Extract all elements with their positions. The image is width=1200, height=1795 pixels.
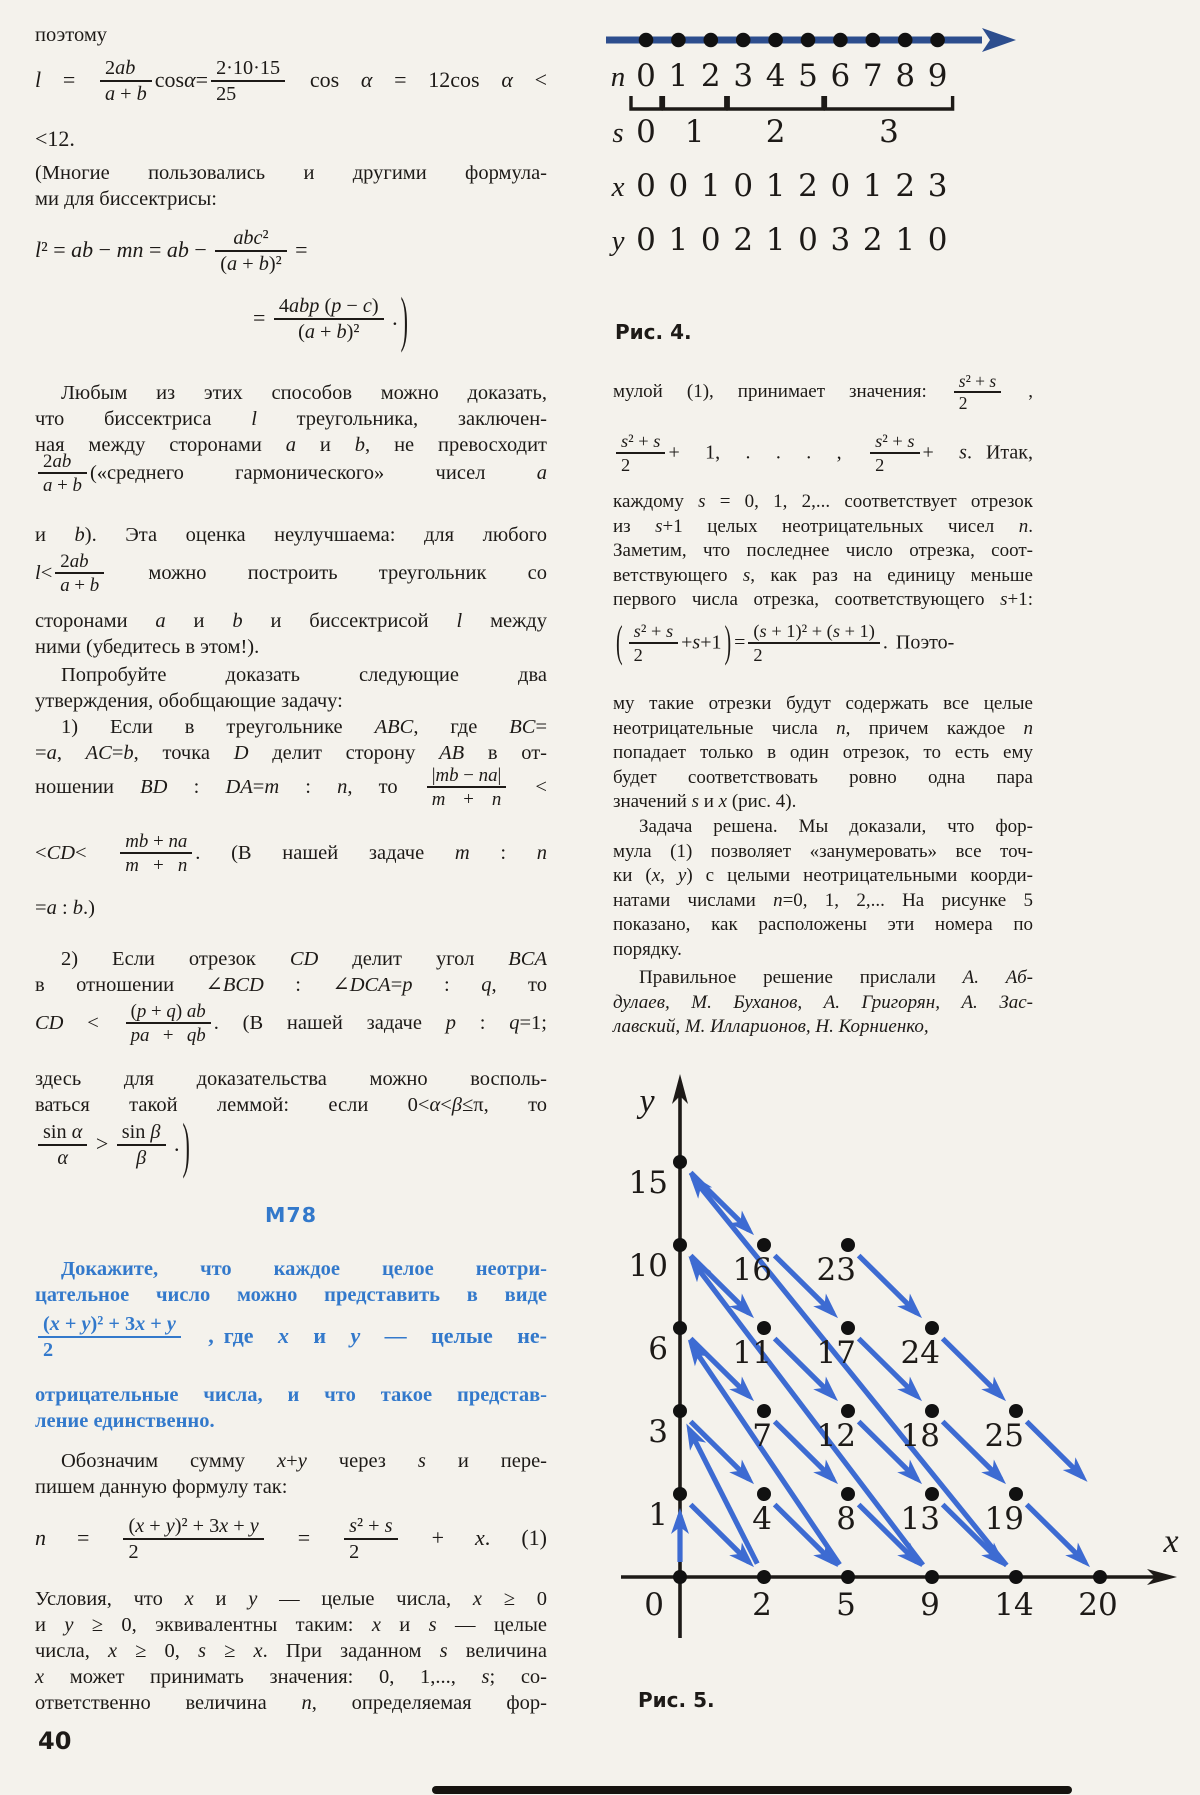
lattice-dot	[925, 1404, 939, 1418]
table-value: 2	[895, 168, 916, 204]
formula-line: l = $\frac{2ab}{a + b}$ cosα= $\frac{2\cdot 10\cdot 15}{25}$ cos α = 12cos α <	[35, 57, 547, 105]
text-line: l< $\frac{2ab}{a + b}$ можно построить треугольник со	[35, 551, 547, 597]
text-line: ними (убедитесь в этом!).	[35, 636, 260, 658]
numberline-dot	[930, 33, 945, 48]
lattice-dot	[673, 1238, 687, 1252]
point-number-label: 10	[628, 1248, 668, 1284]
row-label-s: s	[612, 117, 624, 149]
text-line: порядку.	[613, 938, 682, 960]
solvers-credit-paragraph	[613, 966, 1033, 1040]
point-number-label: 11	[732, 1335, 772, 1371]
table-value: 3	[927, 168, 948, 204]
table-value: 2	[765, 114, 786, 150]
lattice-dot	[1093, 1570, 1107, 1584]
table-value: 0	[927, 222, 948, 258]
problem-statement-formula	[35, 1314, 547, 1362]
table-value: 0	[668, 168, 689, 204]
lattice-dot	[673, 1487, 687, 1501]
lattice-points	[629, 1155, 1118, 1623]
text-line: и y ≥ 0, эквивалентны таким: x и s — целые	[35, 1614, 547, 1636]
lattice-dot	[757, 1487, 771, 1501]
formula-line: l² = ab − mn = ab − abc² (a + b)² =	[35, 227, 308, 275]
point-number-label: 20	[1078, 1587, 1118, 1623]
text-line: сторонами a и b и биссектрисой l между	[35, 610, 547, 632]
problem-number-heading	[35, 1202, 547, 1228]
text-line: Задача решена. Мы доказали, что фор-	[639, 815, 1033, 837]
formula-line: $\frac{\text{sin α}}{\alpha}$ > $\frac{\text{sin β}}{\beta}$ . )	[35, 1122, 547, 1170]
lattice-dot	[841, 1487, 855, 1501]
text-line: отрицательные числа, и что такое представ-	[35, 1384, 547, 1406]
numberline-dot	[801, 33, 816, 48]
text-line: ответственно величина n, определяемая фор-	[35, 1692, 547, 1714]
numberline-dot	[639, 33, 654, 48]
lattice-dot	[925, 1321, 939, 1335]
group-bracket	[631, 96, 661, 109]
lattice-dot	[841, 1404, 855, 1418]
paragraph	[35, 714, 547, 766]
text-line: Заметим, что последнее число отрезка, соот-	[613, 540, 1033, 562]
point-number-label: 3	[648, 1414, 668, 1450]
figure5-caption: Рис. 5.	[638, 1688, 715, 1712]
group-bracket	[825, 96, 952, 109]
paragraph	[35, 1448, 547, 1500]
text-line: ки (x, y) с целыми неотрицательными коорди-	[613, 865, 1033, 887]
text-line: мула (1) позволяет «занумеровать» все точ-	[613, 840, 1033, 862]
table-value: 1	[895, 222, 916, 258]
text-line: натами числами n=0, 1, 2,... На рисунке 5	[613, 889, 1033, 911]
table-value: 0	[733, 168, 754, 204]
text-line: утверждения, обобщающие задачу:	[35, 690, 343, 712]
lattice-dot	[1009, 1404, 1023, 1418]
text-line: 1) Если в треугольнике ABC, где BC=	[61, 716, 547, 738]
table-value: 7	[862, 58, 883, 94]
paragraph	[613, 692, 1033, 963]
lattice-dot	[1009, 1570, 1023, 1584]
point-number-label: 16	[732, 1252, 772, 1288]
table-value: 3	[830, 222, 851, 258]
text-with-fraction	[613, 372, 1033, 413]
table-value: 6	[830, 58, 851, 94]
text-line: что биссектриса l треугольника, заключен-	[35, 408, 548, 430]
text-line: значений s и x (рис. 4).	[613, 791, 797, 813]
table-value: 4	[765, 58, 786, 94]
table-value: 1	[684, 114, 705, 150]
text-line: показано, как расположены эти номера по	[613, 914, 1033, 936]
point-number-label: 7	[752, 1418, 772, 1454]
table-value: 8	[895, 58, 916, 94]
text-with-fraction	[35, 452, 547, 496]
figure-4-number-line	[598, 12, 1158, 287]
row-label-y: y	[611, 225, 625, 257]
text-line: в отношении ∠BCD : ∠DCA=p : q, то	[35, 974, 547, 996]
formula-line: ( $\frac{\text{s² + s}}{2}$ +s+1 ) = $\frac{\text{(s + 1)² + (s + 1)}}{2}$ . Поэто-	[616, 618, 955, 668]
formula-line: $\frac{\text{(x + y)² + 3x + y}}{2}$ , где x и y — целые не-	[35, 1314, 547, 1362]
lattice-dot	[841, 1570, 855, 1584]
table-value: 0	[636, 114, 656, 150]
point-number-label: 14	[994, 1587, 1034, 1623]
group-bracket	[728, 96, 823, 109]
figure-5-lattice-plot	[595, 1050, 1195, 1680]
text-line: ношении BD : DA=m : n, то $\frac{|mb - na|}{m + n}$ <	[35, 765, 547, 811]
lattice-dot	[757, 1321, 771, 1335]
problem-statement	[35, 1382, 547, 1434]
point-number-label: 24	[900, 1335, 940, 1371]
point-number-label: 17	[816, 1335, 856, 1371]
paragraph	[35, 380, 547, 458]
lattice-dot	[1009, 1487, 1023, 1501]
table-value: 0	[636, 222, 656, 258]
paragraph	[35, 160, 547, 212]
numberline-group	[606, 28, 1016, 52]
text-with-fraction	[35, 552, 547, 596]
numberline-dot	[704, 33, 719, 48]
point-number-label: 2	[752, 1587, 772, 1623]
text-line: ление единственно.	[35, 1410, 215, 1432]
text-line: первого числа отрезка, соответствующего s+1:	[613, 589, 1033, 611]
numberline-dot	[833, 33, 848, 48]
heading-text: М78	[265, 1203, 317, 1227]
figure-4-svg	[598, 12, 1158, 282]
arrow	[689, 1430, 757, 1564]
text-line: <CD< $\frac{mb + na}{m + n}$ . (В нашей задаче m : n	[35, 831, 547, 877]
point-number-label: 19	[984, 1501, 1024, 1537]
display-formula	[613, 432, 1033, 475]
table-value: 0	[636, 168, 656, 204]
paragraph	[35, 608, 547, 660]
lattice-dot	[757, 1570, 771, 1584]
text-line: лавский, М. Илларионов, Н. Корниенко,	[613, 1016, 929, 1038]
arrow	[691, 1173, 749, 1231]
point-number-label: 18	[900, 1418, 940, 1454]
formula-line: n = $\frac{\text{(x + y)² + 3x + y}}{2}$ = $\frac{\text{s² + s}}{2}$ + x. (1)	[35, 1515, 547, 1563]
table-value: 3	[879, 114, 899, 150]
text-line: Докажите, что каждое целое неотри-	[61, 1258, 547, 1280]
text-line: =a, AC=b, точка D делит сторону AB в от-	[35, 742, 548, 764]
text-line: =a : b.)	[35, 897, 95, 919]
table-value: 1	[668, 222, 689, 258]
scan-edge-artifact	[432, 1786, 1072, 1794]
numberline-dot	[736, 33, 751, 48]
numberline-dot	[671, 33, 686, 48]
text-line: и b). Эта оценка неулучшаема: для любого	[35, 524, 547, 546]
table-value: 3	[733, 58, 754, 94]
table-value: 0	[700, 222, 721, 258]
lattice-dot	[673, 1155, 687, 1169]
text-line: мулой (1), принимает значения: $\frac{\text{s² + s}}{2}$ ,	[613, 371, 1033, 413]
problem-statement	[35, 1256, 547, 1308]
table-value: 9	[927, 58, 948, 94]
point-number-label: 1	[648, 1497, 668, 1533]
text-line: из s+1 целых неотрицательных чисел n.	[613, 515, 1033, 537]
text-line: цательное число можно представить в виде	[35, 1284, 547, 1306]
display-formula	[35, 58, 547, 106]
point-number-label: 9	[920, 1587, 940, 1623]
point-number-label: 0	[644, 1587, 664, 1623]
point-number-label: 15	[628, 1165, 668, 1201]
lattice-dot	[841, 1238, 855, 1252]
text-line: 2) Если отрезок CD делит угол BCA	[61, 948, 547, 970]
lattice-dot	[673, 1321, 687, 1335]
display-formula	[35, 1109, 547, 1180]
figure4-caption: Рис. 4.	[615, 320, 692, 344]
text-line: пишем данную формулу так:	[35, 1476, 288, 1498]
paragraph	[35, 895, 547, 921]
lattice-dot	[673, 1404, 687, 1418]
lattice-dot	[925, 1570, 939, 1584]
numberline-dot	[866, 33, 881, 48]
lattice-dot	[673, 1570, 687, 1584]
text-line: попадает только в один отрезок, то есть ему	[613, 742, 1033, 764]
x-axis-label: x	[1163, 1523, 1179, 1560]
row-label-n: n	[610, 61, 626, 93]
text-line: Попробуйте доказать следующие два	[61, 664, 547, 686]
numberline-dot	[898, 33, 913, 48]
display-formula	[613, 618, 1033, 668]
paragraph	[35, 662, 547, 714]
point-number-label: 23	[816, 1252, 856, 1288]
arrow	[1027, 1505, 1085, 1563]
lattice-dot	[841, 1321, 855, 1335]
text-line: Условия, что x и y — целые числа, x ≥ 0	[35, 1588, 547, 1610]
text-line: (Многие пользовались и другими формула-	[35, 162, 547, 184]
table-value: 1	[765, 168, 786, 204]
text-line: здесь для доказательства можно восполь-	[35, 1068, 547, 1090]
paragraph	[35, 1586, 547, 1716]
point-number-label: 4	[752, 1501, 772, 1537]
text-line: Обозначим сумму x+y через s и пере-	[61, 1450, 547, 1472]
formula-line: $\frac{\text{s² + s}}{2}$ + 1, . . . , $\frac{\text{s² + s}}{2}$ + s. Итак,	[613, 432, 1033, 475]
lattice-dot	[757, 1238, 771, 1252]
table-value: 5	[798, 58, 818, 94]
text-line: ми для биссектрисы:	[35, 188, 217, 210]
lattice-dot	[925, 1487, 939, 1501]
text-with-fraction	[35, 832, 547, 876]
point-number-label: 25	[984, 1418, 1024, 1454]
formula-line: <12.	[35, 126, 75, 151]
table-value: 1	[765, 222, 786, 258]
text-line: ная между сторонами a и b, не превосходит	[35, 434, 547, 456]
y-axis-label: y	[639, 1083, 655, 1120]
row-label-x: x	[611, 171, 625, 203]
formula-continuation	[35, 124, 547, 154]
group-bracket	[663, 96, 725, 109]
paragraph	[35, 22, 547, 48]
text-line: му такие отрезки будут содержать все целые	[613, 693, 1033, 714]
paragraph	[35, 946, 547, 998]
text-line: ветствующего s, как раз на единицу меньше	[613, 564, 1033, 586]
table-value: 0	[830, 168, 851, 204]
text-with-fraction	[35, 766, 547, 810]
text-line: будет соответствовать ровно одна пара	[613, 766, 1033, 788]
point-number-label: 13	[900, 1501, 940, 1537]
text-with-fraction	[35, 1002, 547, 1046]
text-line: каждому s = 0, 1, 2,... соответствует отрезок	[613, 491, 1033, 512]
text-line: Любым из этих способов можно доказать,	[61, 382, 547, 404]
text-line: CD < $\frac{(p + q) ab}{pa + qb}$ . (В нашей задаче p : q=1;	[35, 1001, 547, 1047]
formula-line: = 4abp (p − c) (a + b)² . )	[253, 283, 408, 354]
text-line: Правильное решение прислали А. Аб-	[639, 967, 1033, 988]
arrow	[859, 1256, 917, 1314]
paragraph	[35, 522, 547, 548]
table-value: 2	[862, 222, 883, 258]
point-number-label: 5	[836, 1587, 856, 1623]
lattice-dot	[757, 1404, 771, 1418]
text-line: поэтому	[35, 24, 108, 46]
numberline-dot	[768, 33, 783, 48]
text-line: $\frac{2ab}{a + b}$ («среднего гармонического» чисел a	[35, 452, 547, 496]
paragraph	[35, 1066, 547, 1118]
text-line: ваться такой леммой: если 0<α<β≤π, то	[35, 1094, 548, 1116]
text-line: x может принимать значения: 0, 1,..., s; со-	[35, 1666, 548, 1688]
point-number-label: 8	[836, 1501, 856, 1537]
table-value: 1	[668, 58, 689, 94]
point-number-label: 6	[648, 1331, 668, 1367]
table-value: 2	[733, 222, 754, 258]
point-number-label: 12	[816, 1418, 856, 1454]
display-formula	[35, 1516, 547, 1564]
text-line: неотрицательные числа n, причем каждое n	[613, 717, 1034, 739]
page-number: 40	[38, 1727, 72, 1755]
table-value: 1	[700, 168, 721, 204]
figure-5-svg	[595, 1050, 1195, 1675]
table-value: 0	[636, 58, 656, 94]
arrow	[943, 1339, 1001, 1397]
table-value: 1	[862, 168, 883, 204]
numberline-arrowhead	[982, 28, 1016, 52]
paragraph	[613, 490, 1033, 613]
display-formula	[35, 228, 547, 276]
table-value: 2	[798, 168, 818, 204]
table-value: 0	[798, 222, 818, 258]
text-line: числа, x ≥ 0, s ≥ x. При заданном s величина	[35, 1640, 547, 1662]
arrow	[1027, 1422, 1083, 1477]
text-line: дулаев, М. Буханов, А. Григорян, А. Зас-	[613, 991, 1033, 1013]
table-value: 2	[700, 58, 721, 94]
